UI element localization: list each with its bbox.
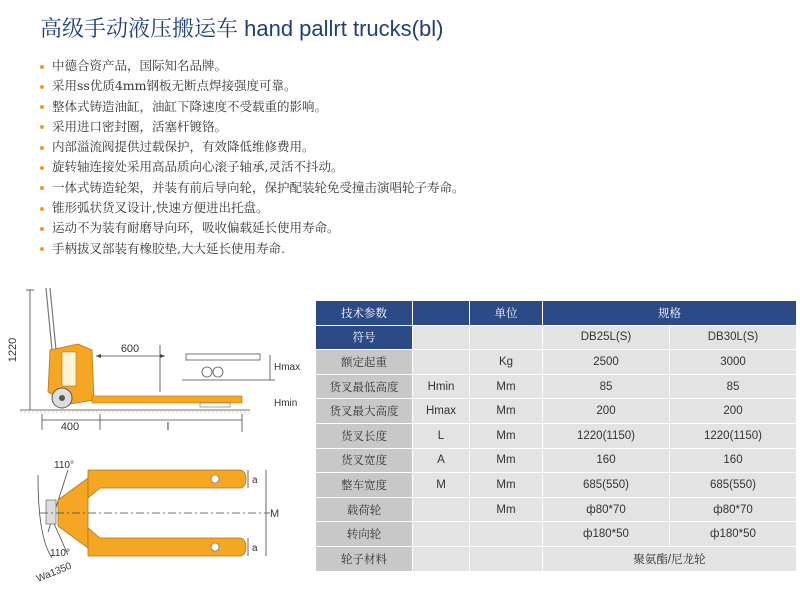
bullet-icon [40, 247, 44, 251]
dim-600-label: 600 [120, 343, 140, 355]
bullet-icon [40, 85, 44, 89]
feature-item: 旋转轴连接处采用高品质向心滚子轴承,灵活不抖动。 [40, 157, 465, 177]
feature-item: 内部溢流阀提供过载保护，有效降低维修费用。 [40, 137, 465, 157]
wheel-material-value: 聚氨酯/尼龙轮 [543, 546, 797, 571]
feature-item: 采用ss优质4mm钢板无断点焊接强度可靠。 [40, 76, 465, 96]
feature-item: 一体式铸造轮架，并装有前后导向轮，保护配装轮免受撞击演唱轮子寿命。 [40, 178, 465, 198]
table-row: 转向轮 ф180*50 ф180*50 [316, 522, 797, 547]
a-top-label: a [252, 475, 258, 486]
bullet-icon [40, 186, 44, 190]
height-label: 1220 [7, 337, 19, 363]
feature-item: 运动不为装有耐磨导向环，吸收偏载延长使用寿命。 [40, 218, 465, 238]
feature-item: 整体式铸造油缸，油缸下降速度不受载重的影响。 [40, 97, 465, 117]
table-subheader-row [316, 325, 797, 350]
table-row: 载荷轮 Mm ф80*70 ф80*70 [316, 497, 797, 522]
header-symbol [413, 301, 470, 326]
m-label: M [270, 508, 280, 520]
top-view [35, 460, 279, 585]
angle-top-label: 110° [54, 460, 74, 471]
hmax-label: Hmax [274, 362, 300, 373]
subheader-symbol: 符号 [316, 325, 413, 350]
table-row: 货叉长度 L Mm 1220(1150) 1220(1150) [316, 423, 797, 448]
bullet-icon [40, 227, 44, 231]
feature-item: 采用进口密封圈，活塞杆镀铬。 [40, 117, 465, 137]
table-row: 轮子材料 聚氨酯/尼龙轮 [316, 546, 797, 571]
bullet-icon [40, 146, 44, 150]
angle-bottom-label: 110° [50, 548, 70, 559]
bullet-icon [40, 65, 44, 69]
table-row: 货叉最大高度 Hmax Mm 200 200 [316, 399, 797, 424]
hmin-label: Hmin [274, 398, 298, 409]
header-param: 技术参数 [316, 301, 413, 326]
wa-label: Wa1350 [35, 560, 74, 585]
dim-400-label: 400 [60, 421, 80, 433]
table-row: 整车宽度 M Mm 685(550) 685(550) [316, 473, 797, 498]
side-view [7, 288, 300, 433]
table-row: 额定起重 Kg 2500 3000 [316, 350, 797, 375]
header-spec: 规格 [543, 301, 797, 326]
bullet-icon [40, 166, 44, 170]
bullet-icon [40, 125, 44, 129]
feature-item: 锥形弧状货叉设计,快速方便进出托盘。 [40, 198, 465, 218]
table-row: 货叉宽度 A Mm 160 160 [316, 448, 797, 473]
model-2: DB30L(S) [670, 325, 797, 350]
a-bottom-label: a [252, 543, 258, 554]
spec-table [315, 300, 797, 572]
feature-item: 手柄拔叉部装有橡胶垫,大大延长使用寿命. [40, 239, 465, 259]
pallet-truck-diagram [0, 280, 300, 594]
feature-item: 中德合资产品，国际知名品牌。 [40, 56, 465, 76]
page-title: 高级手动液压搬运车 hand pallrt trucks(bl) [40, 16, 444, 41]
bullet-icon [40, 105, 44, 109]
header-unit: 单位 [470, 301, 543, 326]
table-header-row [316, 301, 797, 326]
model-1: DB25L(S) [543, 325, 670, 350]
table-row: 货叉最低高度 Hmin Mm 85 85 [316, 374, 797, 399]
dim-l-label: l [166, 421, 170, 433]
bullet-icon [40, 207, 44, 211]
feature-list [40, 56, 465, 259]
